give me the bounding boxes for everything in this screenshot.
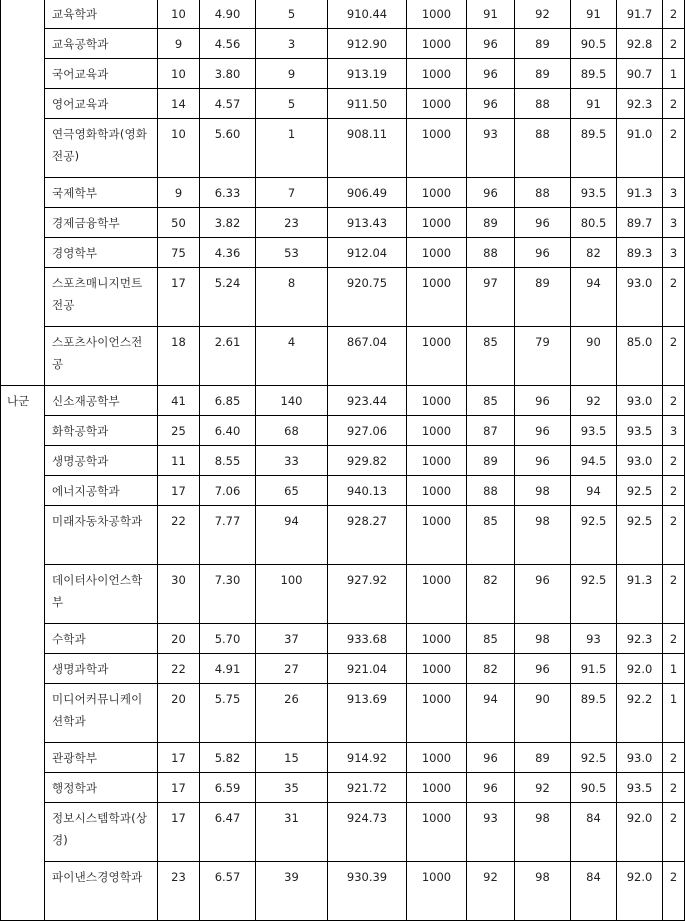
cell-c1: 22 [158, 506, 200, 565]
cell-c2: 5.70 [200, 624, 256, 654]
cell-c1: 18 [158, 327, 200, 386]
department-name: 관광학부 [45, 743, 158, 773]
cell-c9: 91.7 [617, 0, 663, 29]
cell-c8: 82 [571, 238, 617, 268]
cell-c7: 98 [515, 624, 571, 654]
cell-c10: 2 [663, 803, 685, 862]
cell-c4: 910.44 [328, 0, 407, 29]
cell-c2: 3.80 [200, 59, 256, 89]
cell-c3: 35 [256, 773, 328, 803]
cell-c9: 93.5 [617, 773, 663, 803]
cell-c4: 929.82 [328, 446, 407, 476]
cell-c9: 93.0 [617, 743, 663, 773]
department-name: 미디어커뮤니케이션학과 [45, 684, 158, 743]
cell-c1: 17 [158, 773, 200, 803]
cell-c3: 9 [256, 59, 328, 89]
cell-c2: 7.77 [200, 506, 256, 565]
cell-c7: 88 [515, 119, 571, 178]
cell-c5: 1000 [407, 0, 467, 29]
cell-c8: 89.5 [571, 119, 617, 178]
cell-c3: 3 [256, 29, 328, 59]
cell-c9: 92.8 [617, 29, 663, 59]
cell-c10: 2 [663, 862, 685, 921]
cell-c10: 2 [663, 89, 685, 119]
cell-c4: 867.04 [328, 327, 407, 386]
cell-c6: 85 [467, 506, 515, 565]
department-name: 미래자동차공학과 [45, 506, 158, 565]
group-label: 나군 [1, 386, 45, 921]
cell-c9: 93.5 [617, 416, 663, 446]
cell-c5: 1000 [407, 238, 467, 268]
cell-c5: 1000 [407, 416, 467, 446]
cell-c5: 1000 [407, 773, 467, 803]
cell-c8: 90 [571, 327, 617, 386]
cell-c2: 4.57 [200, 89, 256, 119]
department-name: 행정학과 [45, 773, 158, 803]
table-row [1, 684, 685, 743]
table-row [1, 773, 685, 803]
cell-c1: 20 [158, 684, 200, 743]
cell-c3: 68 [256, 416, 328, 446]
department-name: 데이터사이언스학부 [45, 565, 158, 624]
cell-c7: 98 [515, 506, 571, 565]
group-label [1, 0, 45, 386]
cell-c3: 100 [256, 565, 328, 624]
cell-c1: 17 [158, 476, 200, 506]
department-name: 생명공학과 [45, 446, 158, 476]
cell-c8: 93.5 [571, 178, 617, 208]
table-row [1, 803, 685, 862]
cell-c5: 1000 [407, 654, 467, 684]
cell-c9: 92.2 [617, 684, 663, 743]
cell-c3: 27 [256, 654, 328, 684]
table-row [1, 446, 685, 476]
cell-c3: 15 [256, 743, 328, 773]
cell-c10: 2 [663, 565, 685, 624]
cell-c9: 92.3 [617, 89, 663, 119]
table-row [1, 654, 685, 684]
cell-c9: 93.0 [617, 446, 663, 476]
cell-c1: 11 [158, 446, 200, 476]
cell-c7: 98 [515, 476, 571, 506]
cell-c3: 4 [256, 327, 328, 386]
cell-c2: 2.61 [200, 327, 256, 386]
cell-c10: 2 [663, 29, 685, 59]
cell-c8: 89.5 [571, 684, 617, 743]
cell-c5: 1000 [407, 386, 467, 416]
cell-c9: 91.3 [617, 178, 663, 208]
cell-c2: 4.90 [200, 0, 256, 29]
cell-c2: 7.30 [200, 565, 256, 624]
department-name: 스포츠매니지먼트전공 [45, 268, 158, 327]
department-name: 에너지공학과 [45, 476, 158, 506]
department-name: 국제학부 [45, 178, 158, 208]
cell-c3: 39 [256, 862, 328, 921]
cell-c1: 9 [158, 178, 200, 208]
cell-c9: 90.7 [617, 59, 663, 89]
cell-c3: 7 [256, 178, 328, 208]
cell-c5: 1000 [407, 208, 467, 238]
cell-c10: 3 [663, 238, 685, 268]
cell-c3: 33 [256, 446, 328, 476]
table-row [1, 29, 685, 59]
cell-c4: 930.39 [328, 862, 407, 921]
cell-c5: 1000 [407, 743, 467, 773]
table-body [1, 0, 685, 921]
cell-c4: 928.27 [328, 506, 407, 565]
table-row [1, 506, 685, 565]
cell-c10: 2 [663, 268, 685, 327]
cell-c2: 5.24 [200, 268, 256, 327]
cell-c6: 96 [467, 29, 515, 59]
table-row [1, 59, 685, 89]
cell-c6: 93 [467, 119, 515, 178]
table-row [1, 386, 685, 416]
department-name: 파이낸스경영학과 [45, 862, 158, 921]
cell-c2: 6.57 [200, 862, 256, 921]
cell-c7: 89 [515, 268, 571, 327]
cell-c1: 22 [158, 654, 200, 684]
cell-c7: 88 [515, 178, 571, 208]
department-name: 스포츠사이언스전공 [45, 327, 158, 386]
cell-c6: 85 [467, 327, 515, 386]
department-name: 교육학과 [45, 0, 158, 29]
cell-c10: 3 [663, 178, 685, 208]
cell-c8: 92.5 [571, 506, 617, 565]
cell-c7: 79 [515, 327, 571, 386]
cell-c7: 89 [515, 743, 571, 773]
cell-c7: 96 [515, 208, 571, 238]
cell-c10: 2 [663, 773, 685, 803]
cell-c4: 911.50 [328, 89, 407, 119]
cell-c5: 1000 [407, 59, 467, 89]
cell-c7: 98 [515, 862, 571, 921]
cell-c3: 5 [256, 0, 328, 29]
cell-c9: 89.3 [617, 238, 663, 268]
cell-c9: 91.3 [617, 565, 663, 624]
cell-c9: 92.0 [617, 862, 663, 921]
cell-c5: 1000 [407, 178, 467, 208]
cell-c4: 908.11 [328, 119, 407, 178]
cell-c2: 3.82 [200, 208, 256, 238]
cell-c7: 96 [515, 386, 571, 416]
cell-c2: 6.85 [200, 386, 256, 416]
cell-c4: 924.73 [328, 803, 407, 862]
cell-c3: 53 [256, 238, 328, 268]
department-name: 신소재공학부 [45, 386, 158, 416]
cell-c6: 96 [467, 743, 515, 773]
cell-c1: 14 [158, 89, 200, 119]
cell-c1: 75 [158, 238, 200, 268]
cell-c6: 94 [467, 684, 515, 743]
cell-c1: 10 [158, 59, 200, 89]
cell-c4: 912.90 [328, 29, 407, 59]
cell-c9: 85.0 [617, 327, 663, 386]
table-row [1, 0, 685, 29]
cell-c5: 1000 [407, 624, 467, 654]
cell-c7: 96 [515, 565, 571, 624]
cell-c8: 84 [571, 803, 617, 862]
cell-c8: 91.5 [571, 654, 617, 684]
table-row [1, 565, 685, 624]
cell-c5: 1000 [407, 119, 467, 178]
table-row [1, 89, 685, 119]
cell-c3: 94 [256, 506, 328, 565]
cell-c1: 10 [158, 119, 200, 178]
cell-c9: 92.5 [617, 506, 663, 565]
cell-c7: 88 [515, 89, 571, 119]
cell-c1: 25 [158, 416, 200, 446]
cell-c2: 4.91 [200, 654, 256, 684]
cell-c6: 96 [467, 773, 515, 803]
cell-c10: 2 [663, 476, 685, 506]
cell-c9: 92.0 [617, 803, 663, 862]
cell-c6: 96 [467, 178, 515, 208]
cell-c2: 6.47 [200, 803, 256, 862]
table-row [1, 327, 685, 386]
cell-c2: 6.40 [200, 416, 256, 446]
cell-c5: 1000 [407, 476, 467, 506]
cell-c10: 1 [663, 59, 685, 89]
table-row [1, 743, 685, 773]
cell-c4: 913.69 [328, 684, 407, 743]
cell-c8: 94 [571, 268, 617, 327]
cell-c3: 37 [256, 624, 328, 654]
department-name: 생명과학과 [45, 654, 158, 684]
department-name: 경제금융학부 [45, 208, 158, 238]
department-name: 영어교육과 [45, 89, 158, 119]
cell-c6: 88 [467, 476, 515, 506]
cell-c4: 906.49 [328, 178, 407, 208]
cell-c1: 30 [158, 565, 200, 624]
cell-c2: 6.59 [200, 773, 256, 803]
cell-c6: 92 [467, 862, 515, 921]
cell-c5: 1000 [407, 565, 467, 624]
cell-c1: 50 [158, 208, 200, 238]
cell-c5: 1000 [407, 268, 467, 327]
cell-c4: 920.75 [328, 268, 407, 327]
cell-c2: 6.33 [200, 178, 256, 208]
cell-c4: 940.13 [328, 476, 407, 506]
table-row [1, 416, 685, 446]
cell-c8: 80.5 [571, 208, 617, 238]
cell-c5: 1000 [407, 446, 467, 476]
cell-c6: 85 [467, 624, 515, 654]
cell-c3: 1 [256, 119, 328, 178]
cell-c3: 23 [256, 208, 328, 238]
department-name: 국어교육과 [45, 59, 158, 89]
table-row [1, 208, 685, 238]
cell-c1: 17 [158, 743, 200, 773]
cell-c5: 1000 [407, 803, 467, 862]
cell-c7: 96 [515, 654, 571, 684]
department-name: 교육공학과 [45, 29, 158, 59]
table-row [1, 624, 685, 654]
department-name: 정보시스템학과(상경) [45, 803, 158, 862]
cell-c4: 933.68 [328, 624, 407, 654]
department-name: 연극영화학과(영화전공) [45, 119, 158, 178]
cell-c8: 84 [571, 862, 617, 921]
cell-c2: 5.75 [200, 684, 256, 743]
table-row [1, 476, 685, 506]
cell-c3: 8 [256, 268, 328, 327]
cell-c10: 3 [663, 416, 685, 446]
cell-c2: 5.82 [200, 743, 256, 773]
cell-c7: 96 [515, 446, 571, 476]
cell-c8: 93 [571, 624, 617, 654]
cell-c10: 3 [663, 208, 685, 238]
cell-c2: 4.56 [200, 29, 256, 59]
cell-c4: 921.72 [328, 773, 407, 803]
cell-c2: 4.36 [200, 238, 256, 268]
cell-c6: 88 [467, 238, 515, 268]
cell-c6: 89 [467, 446, 515, 476]
cell-c8: 94.5 [571, 446, 617, 476]
cell-c5: 1000 [407, 862, 467, 921]
cell-c9: 93.0 [617, 268, 663, 327]
cell-c6: 96 [467, 89, 515, 119]
cell-c7: 89 [515, 59, 571, 89]
cell-c5: 1000 [407, 327, 467, 386]
cell-c6: 82 [467, 654, 515, 684]
cell-c1: 20 [158, 624, 200, 654]
cell-c4: 927.06 [328, 416, 407, 446]
cell-c9: 93.0 [617, 386, 663, 416]
cell-c4: 923.44 [328, 386, 407, 416]
cell-c10: 2 [663, 506, 685, 565]
cell-c8: 90.5 [571, 773, 617, 803]
cell-c8: 89.5 [571, 59, 617, 89]
cell-c5: 1000 [407, 29, 467, 59]
cell-c9: 92.0 [617, 654, 663, 684]
cell-c4: 927.92 [328, 565, 407, 624]
cell-c1: 17 [158, 268, 200, 327]
cell-c7: 96 [515, 238, 571, 268]
cell-c6: 85 [467, 386, 515, 416]
cell-c4: 914.92 [328, 743, 407, 773]
cell-c5: 1000 [407, 89, 467, 119]
cell-c8: 91 [571, 89, 617, 119]
cell-c3: 140 [256, 386, 328, 416]
cell-c1: 23 [158, 862, 200, 921]
table-row [1, 178, 685, 208]
cell-c9: 92.3 [617, 624, 663, 654]
table-row [1, 119, 685, 178]
cell-c4: 912.04 [328, 238, 407, 268]
cell-c6: 82 [467, 565, 515, 624]
cell-c4: 913.19 [328, 59, 407, 89]
cell-c10: 2 [663, 624, 685, 654]
cell-c9: 92.5 [617, 476, 663, 506]
cell-c8: 92 [571, 386, 617, 416]
department-name: 수학과 [45, 624, 158, 654]
cell-c8: 93.5 [571, 416, 617, 446]
cell-c3: 65 [256, 476, 328, 506]
table-row [1, 238, 685, 268]
department-name: 화학공학과 [45, 416, 158, 446]
cell-c8: 94 [571, 476, 617, 506]
cell-c4: 921.04 [328, 654, 407, 684]
cell-c2: 5.60 [200, 119, 256, 178]
cell-c8: 91 [571, 0, 617, 29]
table-row [1, 268, 685, 327]
cell-c10: 1 [663, 684, 685, 743]
cell-c10: 2 [663, 327, 685, 386]
cell-c2: 7.06 [200, 476, 256, 506]
department-name: 경영학부 [45, 238, 158, 268]
cell-c6: 89 [467, 208, 515, 238]
cell-c1: 41 [158, 386, 200, 416]
cell-c8: 90.5 [571, 29, 617, 59]
cell-c10: 2 [663, 386, 685, 416]
cell-c7: 98 [515, 803, 571, 862]
cell-c10: 2 [663, 446, 685, 476]
cell-c2: 8.55 [200, 446, 256, 476]
cell-c4: 913.43 [328, 208, 407, 238]
cell-c1: 17 [158, 803, 200, 862]
cell-c3: 5 [256, 89, 328, 119]
cell-c10: 1 [663, 654, 685, 684]
cell-c1: 9 [158, 29, 200, 59]
cell-c6: 96 [467, 59, 515, 89]
cell-c3: 26 [256, 684, 328, 743]
cell-c8: 92.5 [571, 743, 617, 773]
cell-c6: 87 [467, 416, 515, 446]
cell-c8: 92.5 [571, 565, 617, 624]
cell-c6: 91 [467, 0, 515, 29]
cell-c10: 2 [663, 743, 685, 773]
cell-c6: 93 [467, 803, 515, 862]
cell-c1: 10 [158, 0, 200, 29]
cell-c7: 90 [515, 684, 571, 743]
cell-c9: 89.7 [617, 208, 663, 238]
cell-c7: 92 [515, 773, 571, 803]
cell-c7: 96 [515, 416, 571, 446]
table-row [1, 862, 685, 921]
cell-c7: 89 [515, 29, 571, 59]
cell-c6: 97 [467, 268, 515, 327]
cell-c9: 91.0 [617, 119, 663, 178]
cell-c10: 2 [663, 119, 685, 178]
cell-c10: 2 [663, 0, 685, 29]
cell-c5: 1000 [407, 506, 467, 565]
cell-c7: 92 [515, 0, 571, 29]
cell-c5: 1000 [407, 684, 467, 743]
cell-c3: 31 [256, 803, 328, 862]
